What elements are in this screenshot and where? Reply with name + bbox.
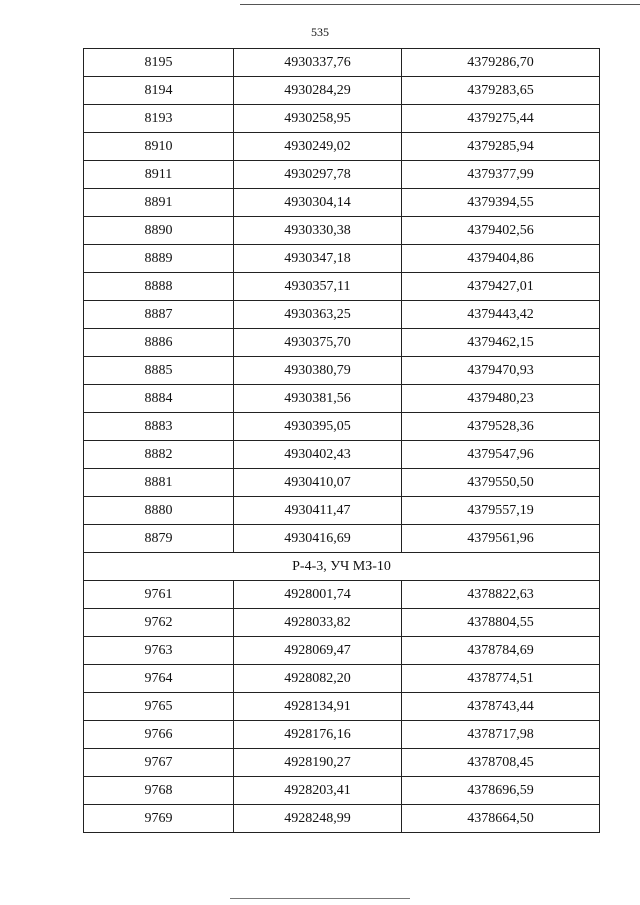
point-number-cell: 9763 <box>84 637 234 665</box>
y-coordinate-cell: 4379275,44 <box>402 105 600 133</box>
y-coordinate-cell: 4378822,63 <box>402 581 600 609</box>
point-number-cell: 8880 <box>84 497 234 525</box>
x-coordinate-cell: 4930410,07 <box>234 469 402 497</box>
point-number-cell: 9764 <box>84 665 234 693</box>
x-coordinate-cell: 4930357,11 <box>234 273 402 301</box>
x-coordinate-cell: 4930297,78 <box>234 161 402 189</box>
y-coordinate-cell: 4379404,86 <box>402 245 600 273</box>
table-row <box>84 805 600 833</box>
y-coordinate-cell: 4379394,55 <box>402 189 600 217</box>
y-coordinate-cell: 4379427,01 <box>402 273 600 301</box>
point-number-cell: 8886 <box>84 329 234 357</box>
bottom-edge-rule <box>230 898 410 899</box>
table-row <box>84 105 600 133</box>
table-row <box>84 665 600 693</box>
x-coordinate-cell: 4930347,18 <box>234 245 402 273</box>
section-row <box>84 553 600 581</box>
x-coordinate-cell: 4930402,43 <box>234 441 402 469</box>
point-number-cell: 9761 <box>84 581 234 609</box>
point-number-cell: 8885 <box>84 357 234 385</box>
table-row <box>84 49 600 77</box>
y-coordinate-cell: 4378717,98 <box>402 721 600 749</box>
x-coordinate-cell: 4928082,20 <box>234 665 402 693</box>
point-number-cell: 8889 <box>84 245 234 273</box>
table-body-upper <box>84 49 600 553</box>
point-number-cell: 9769 <box>84 805 234 833</box>
table-row <box>84 413 600 441</box>
point-number-cell: 8891 <box>84 189 234 217</box>
point-number-cell: 9768 <box>84 777 234 805</box>
table-row <box>84 749 600 777</box>
x-coordinate-cell: 4928134,91 <box>234 693 402 721</box>
y-coordinate-cell: 4378664,50 <box>402 805 600 833</box>
point-number-cell: 8911 <box>84 161 234 189</box>
point-number-cell: 8884 <box>84 385 234 413</box>
x-coordinate-cell: 4928001,74 <box>234 581 402 609</box>
point-number-cell: 8882 <box>84 441 234 469</box>
table-row <box>84 777 600 805</box>
point-number-cell: 8879 <box>84 525 234 553</box>
table-row <box>84 273 600 301</box>
table-row <box>84 133 600 161</box>
y-coordinate-cell: 4378708,45 <box>402 749 600 777</box>
table-row <box>84 217 600 245</box>
x-coordinate-cell: 4930395,05 <box>234 413 402 441</box>
x-coordinate-cell: 4930411,47 <box>234 497 402 525</box>
point-number-cell: 8881 <box>84 469 234 497</box>
table-row <box>84 357 600 385</box>
table-row <box>84 721 600 749</box>
x-coordinate-cell: 4928248,99 <box>234 805 402 833</box>
table-row <box>84 581 600 609</box>
y-coordinate-cell: 4378696,59 <box>402 777 600 805</box>
x-coordinate-cell: 4930337,76 <box>234 49 402 77</box>
x-coordinate-cell: 4930381,56 <box>234 385 402 413</box>
x-coordinate-cell: 4930258,95 <box>234 105 402 133</box>
x-coordinate-cell: 4930330,38 <box>234 217 402 245</box>
y-coordinate-cell: 4379550,50 <box>402 469 600 497</box>
x-coordinate-cell: 4928033,82 <box>234 609 402 637</box>
x-coordinate-cell: 4928190,27 <box>234 749 402 777</box>
y-coordinate-cell: 4379528,36 <box>402 413 600 441</box>
x-coordinate-cell: 4930380,79 <box>234 357 402 385</box>
x-coordinate-cell: 4930375,70 <box>234 329 402 357</box>
y-coordinate-cell: 4379283,65 <box>402 77 600 105</box>
y-coordinate-cell: 4379462,15 <box>402 329 600 357</box>
y-coordinate-cell: 4379443,42 <box>402 301 600 329</box>
table-row <box>84 77 600 105</box>
y-coordinate-cell: 4379402,56 <box>402 217 600 245</box>
x-coordinate-cell: 4928203,41 <box>234 777 402 805</box>
table-row <box>84 497 600 525</box>
y-coordinate-cell: 4379377,99 <box>402 161 600 189</box>
x-coordinate-cell: 4930304,14 <box>234 189 402 217</box>
y-coordinate-cell: 4379286,70 <box>402 49 600 77</box>
y-coordinate-cell: 4378804,55 <box>402 609 600 637</box>
top-edge-rule <box>240 4 640 5</box>
table-row <box>84 525 600 553</box>
table-section-header <box>84 553 600 581</box>
y-coordinate-cell: 4378774,51 <box>402 665 600 693</box>
table-row <box>84 245 600 273</box>
table-row <box>84 637 600 665</box>
point-number-cell: 8890 <box>84 217 234 245</box>
point-number-cell: 9766 <box>84 721 234 749</box>
point-number-cell: 8193 <box>84 105 234 133</box>
x-coordinate-cell: 4930249,02 <box>234 133 402 161</box>
point-number-cell: 9767 <box>84 749 234 777</box>
point-number-cell: 9765 <box>84 693 234 721</box>
x-coordinate-cell: 4928069,47 <box>234 637 402 665</box>
section-title: Р-4-3, УЧ МЗ-10 <box>84 553 600 581</box>
table-row <box>84 189 600 217</box>
table-body-lower <box>84 581 600 833</box>
point-number-cell: 8887 <box>84 301 234 329</box>
table-row <box>84 385 600 413</box>
x-coordinate-cell: 4930416,69 <box>234 525 402 553</box>
page-number: 535 <box>311 25 329 39</box>
table-row <box>84 301 600 329</box>
point-number-cell: 8195 <box>84 49 234 77</box>
point-number-cell: 9762 <box>84 609 234 637</box>
y-coordinate-cell: 4378743,44 <box>402 693 600 721</box>
point-number-cell: 8910 <box>84 133 234 161</box>
x-coordinate-cell: 4928176,16 <box>234 721 402 749</box>
table-row <box>84 441 600 469</box>
table-row <box>84 329 600 357</box>
coordinates-table <box>83 48 600 833</box>
table-row <box>84 609 600 637</box>
table-row <box>84 161 600 189</box>
point-number-cell: 8883 <box>84 413 234 441</box>
table-row <box>84 469 600 497</box>
y-coordinate-cell: 4379285,94 <box>402 133 600 161</box>
y-coordinate-cell: 4379547,96 <box>402 441 600 469</box>
y-coordinate-cell: 4379557,19 <box>402 497 600 525</box>
y-coordinate-cell: 4378784,69 <box>402 637 600 665</box>
point-number-cell: 8194 <box>84 77 234 105</box>
y-coordinate-cell: 4379480,23 <box>402 385 600 413</box>
x-coordinate-cell: 4930363,25 <box>234 301 402 329</box>
table-row <box>84 693 600 721</box>
x-coordinate-cell: 4930284,29 <box>234 77 402 105</box>
y-coordinate-cell: 4379561,96 <box>402 525 600 553</box>
point-number-cell: 8888 <box>84 273 234 301</box>
y-coordinate-cell: 4379470,93 <box>402 357 600 385</box>
